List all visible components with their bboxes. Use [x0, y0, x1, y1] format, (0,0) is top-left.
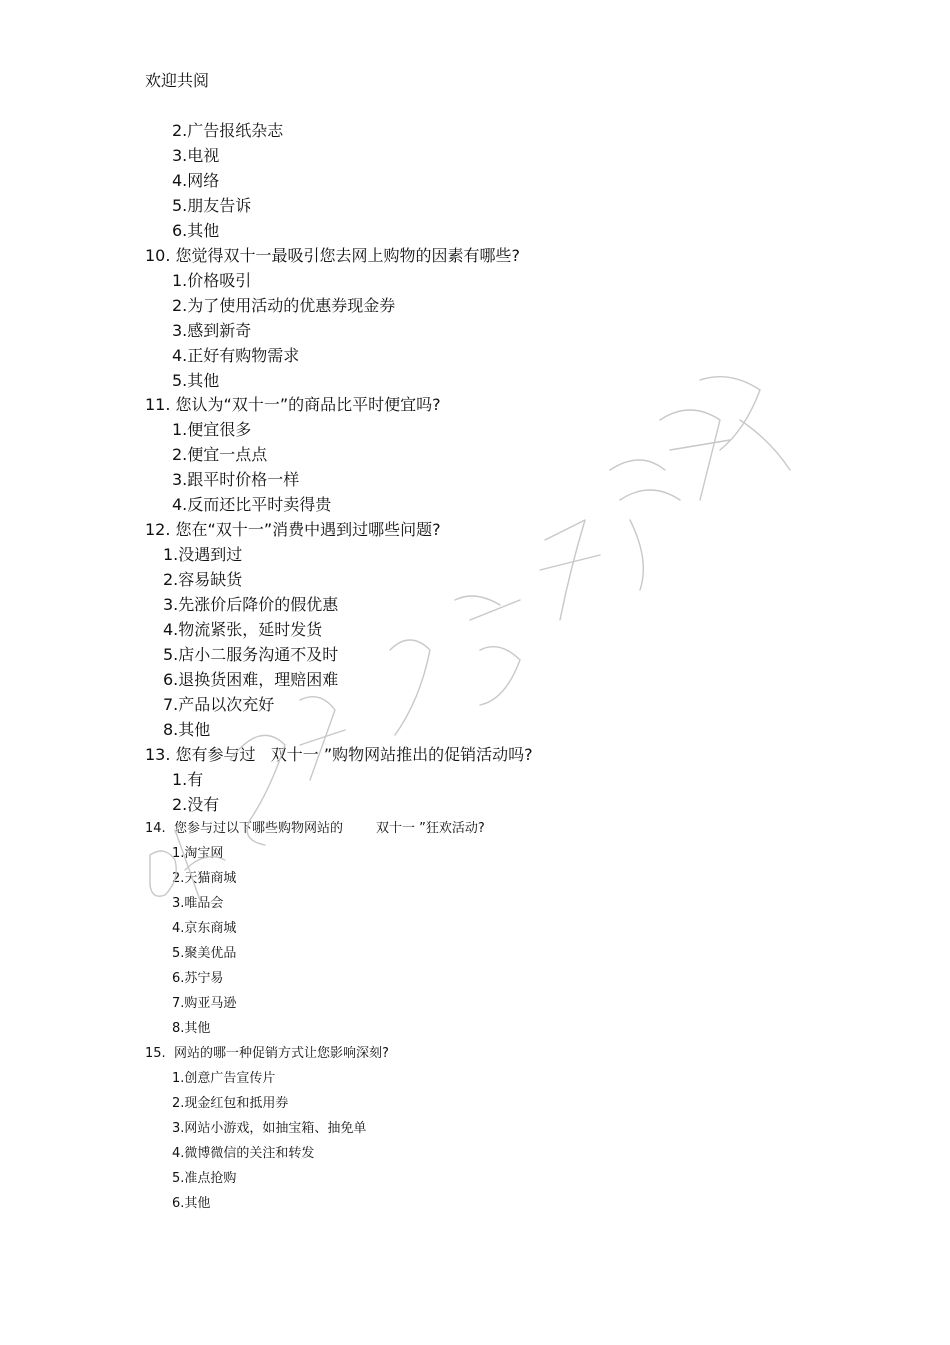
question-line: 13. 您有参与过 双十一 ”购物网站推出的促销活动吗? [145, 745, 533, 764]
option-line: 2.天猫商城 [172, 871, 237, 886]
option-line: 1.有 [172, 770, 204, 789]
option-line: 2.为了使用活动的优惠券现金券 [172, 296, 396, 315]
option-line: 3.唯品会 [172, 896, 224, 911]
question-line: 12. 您在“双十一”消费中遇到过哪些问题? [145, 520, 441, 539]
option-line: 5.准点抢购 [172, 1171, 237, 1186]
option-line: 5.店小二服务沟通不及时 [163, 645, 339, 664]
option-line: 4.京东商城 [172, 921, 237, 936]
option-line: 3.感到新奇 [172, 321, 252, 340]
option-line: 6.其他 [172, 221, 220, 240]
option-line: 1.淘宝网 [172, 846, 224, 861]
option-line: 2.容易缺货 [163, 570, 243, 589]
option-line: 3.电视 [172, 146, 220, 165]
question-line: 10. 您觉得双十一最吸引您去网上购物的因素有哪些? [145, 246, 521, 265]
question-line: 14. 您参与过以下哪些购物网站的 双十一 ”狂欢活动? [145, 821, 485, 836]
option-line: 2.便宜一点点 [172, 445, 268, 464]
page-header: 欢迎共阅 [145, 71, 210, 90]
option-line: 4.正好有购物需求 [172, 346, 300, 365]
option-line: 5.其他 [172, 371, 220, 390]
question-line: 15. 网站的哪一种促销方式让您影响深刻? [145, 1046, 389, 1061]
option-line: 6.退换货困难，理赔困难 [163, 670, 339, 689]
option-line: 2.没有 [172, 795, 220, 814]
option-line: 4.网络 [172, 171, 220, 190]
option-line: 6.其他 [172, 1196, 211, 1211]
option-line: 1.便宜很多 [172, 420, 252, 439]
option-line: 8.其他 [163, 720, 211, 739]
question-line: 11. 您认为“双十一”的商品比平时便宜吗? [145, 395, 441, 414]
option-line: 3.网站小游戏，如抽宝箱、抽免单 [172, 1121, 367, 1136]
option-line: 3.跟平时价格一样 [172, 470, 300, 489]
option-line: 1.创意广告宣传片 [172, 1071, 276, 1086]
option-line: 4.物流紧张，延时发货 [163, 620, 323, 639]
option-line: 3.先涨价后降价的假优惠 [163, 595, 339, 614]
option-line: 6.苏宁易 [172, 971, 224, 986]
option-line: 5.聚美优品 [172, 946, 237, 961]
option-line: 7.产品以次充好 [163, 695, 275, 714]
option-line: 1.没遇到过 [163, 545, 243, 564]
option-line: 7.购亚马逊 [172, 996, 237, 1011]
option-line: 2.广告报纸杂志 [172, 121, 284, 140]
option-line: 4.微博微信的关注和转发 [172, 1146, 315, 1161]
option-line: 5.朋友告诉 [172, 196, 252, 215]
option-line: 1.价格吸引 [172, 271, 252, 290]
option-line: 4.反而还比平时卖得贵 [172, 495, 332, 514]
option-line: 2.现金红包和抵用券 [172, 1096, 289, 1111]
option-line: 8.其他 [172, 1021, 211, 1036]
